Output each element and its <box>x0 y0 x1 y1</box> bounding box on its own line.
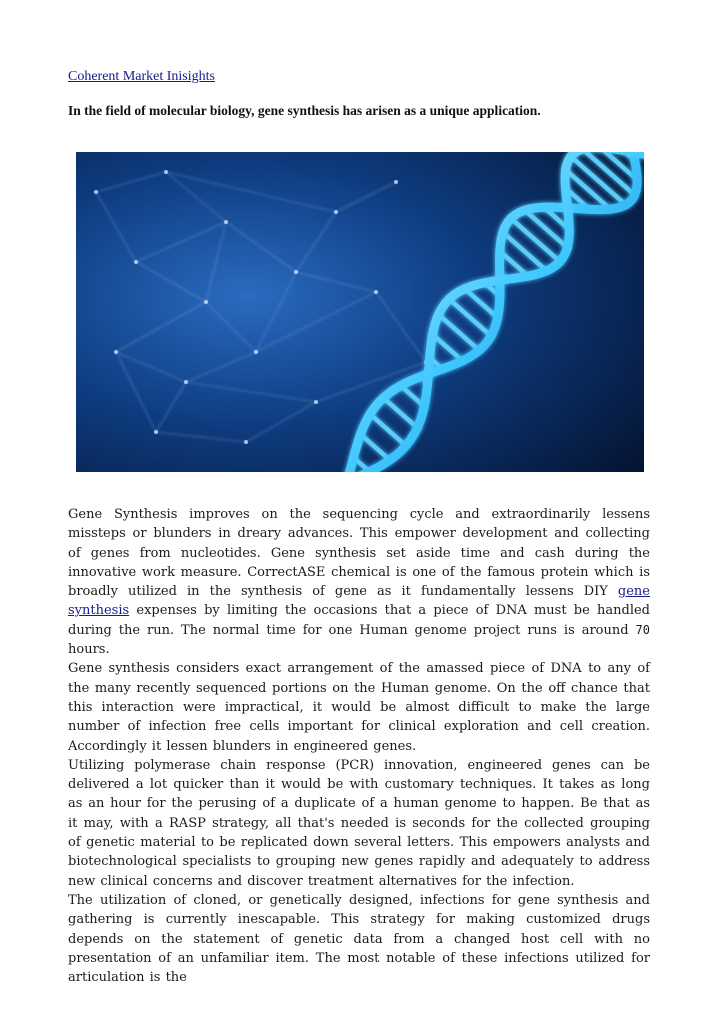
dna-helix-illustration <box>76 152 644 472</box>
network-node <box>334 210 338 214</box>
source-link[interactable]: Coherent Market Inisights <box>68 69 215 84</box>
gene-synthesis-link[interactable]: gene synthesis <box>68 584 650 619</box>
paragraph-2: Gene synthesis considers exact arrangement of the amassed piece of DNA to any of the many recently sequenced portions on the Human genome. On the off chance that this interaction were impractical, it would be almost difficult to make the large number of infection free cells important for clinical exploration and cell creation. Accordingly it lessen blunders in engineered genes. <box>68 661 650 754</box>
paragraph-1: Gene Synthesis improves on the sequencing cycle and extraordinarily lessens missteps or blunders in dreary advances. This empower development and collecting of genes from nucleotides. Gene synthesis set aside time and cash during the innovative work measure. CorrectASE chemical is one of the famous protein which is broadly utilized in the synthesis of gene as it fundamentally lessens DIY gene synthesis expenses by limiting the occasions that a piece of DNA must be handled during the run. The normal time for one Human genome project runs is around 70 hours. <box>68 507 650 658</box>
network-node <box>184 380 188 384</box>
network-node <box>204 300 208 304</box>
dna-helix-image <box>76 152 644 472</box>
network-node <box>94 190 98 194</box>
paragraph-3: Utilizing polymerase chain response (PCR) innovation, engineered genes can be delivered a lot quicker than it would be with customary techniques. It takes as long as an hour for the perusing of a duplicate of a human genome to happen. Be that as it may, with a RASP strategy, all that's needed is seconds for the collected grouping of genetic material to be replicated down several letters. This empowers analysts and biotechnological specialists to grouping new genes rapidly and adequately to address new clinical concerns and discover treatment alternatives for the infection. <box>68 757 650 889</box>
network-node <box>114 350 118 354</box>
network-node <box>374 290 378 294</box>
paragraph-4: The utilization of cloned, or genetically designed, infections for gene synthesis and gathering is currently inescapable. This strategy for making customized drugs depends on the statement of genetic data from a changed host cell with no presentation of an unfamiliar item. The most notable of these infections utilized for articulation is the <box>68 892 650 986</box>
network-node <box>164 170 168 174</box>
network-node <box>154 430 158 434</box>
network-node <box>294 270 298 274</box>
network-node <box>224 220 228 224</box>
network-node <box>394 180 398 184</box>
article-subtitle: In the field of molecular biology, gene synthesis has arisen as a unique application. <box>68 103 541 118</box>
hours-value: 70 <box>635 622 650 637</box>
network-node <box>244 440 248 444</box>
network-node <box>134 260 138 264</box>
network-node <box>254 350 258 354</box>
article-body <box>68 505 650 987</box>
network-node <box>314 400 318 404</box>
